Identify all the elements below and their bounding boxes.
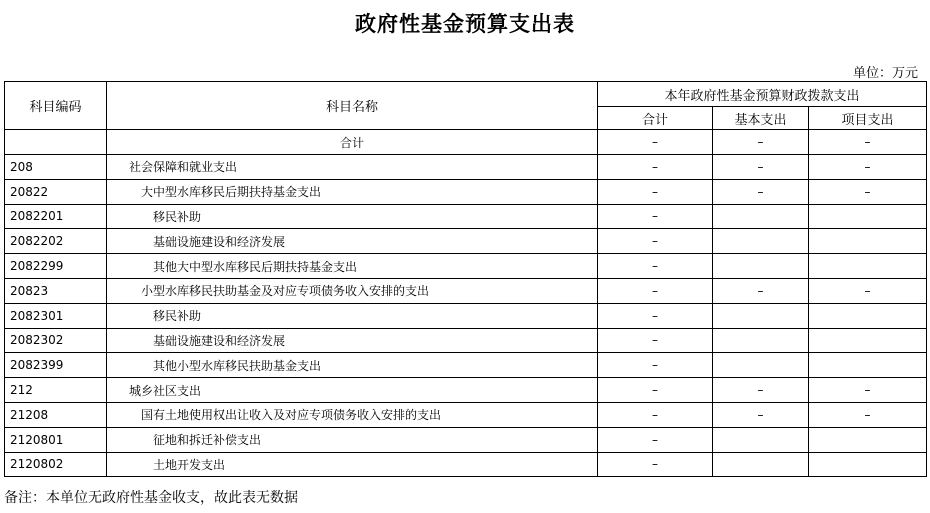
header-name: 科目名称 — [107, 82, 598, 130]
header-group: 本年政府性基金预算财政拨款支出 — [598, 82, 927, 107]
row-code: 212 — [5, 378, 107, 403]
row-code: 2082399 — [5, 353, 107, 378]
row-basic — [713, 229, 809, 254]
table-row — [5, 155, 927, 180]
row-name: 移民补助 — [107, 204, 598, 229]
row-project — [809, 303, 927, 328]
row-basic: – — [713, 278, 809, 303]
row-project: – — [809, 179, 927, 204]
row-basic — [713, 254, 809, 279]
row-basic — [713, 303, 809, 328]
row-project: – — [809, 155, 927, 180]
row-basic — [713, 452, 809, 477]
table-row — [5, 254, 927, 279]
row-total: – — [598, 229, 713, 254]
row-code: 2082299 — [5, 254, 107, 279]
row-total: – — [598, 353, 713, 378]
row-project: – — [809, 278, 927, 303]
row-name: 征地和拆迁补偿支出 — [107, 427, 598, 452]
row-name: 其他大中型水库移民后期扶持基金支出 — [107, 254, 598, 279]
row-name: 移民补助 — [107, 303, 598, 328]
row-basic: – — [713, 378, 809, 403]
row-name: 社会保障和就业支出 — [107, 155, 598, 180]
row-project: – — [809, 402, 927, 427]
summary-row — [5, 130, 927, 155]
table-row — [5, 402, 927, 427]
table-row — [5, 427, 927, 452]
row-code: 2120801 — [5, 427, 107, 452]
row-code: 2082302 — [5, 328, 107, 353]
row-basic — [713, 204, 809, 229]
row-code: 2082301 — [5, 303, 107, 328]
row-total: – — [598, 303, 713, 328]
row-code: 208 — [5, 155, 107, 180]
row-total: – — [598, 427, 713, 452]
row-name: 土地开发支出 — [107, 452, 598, 477]
table-row — [5, 303, 927, 328]
row-basic: – — [713, 179, 809, 204]
table-row — [5, 353, 927, 378]
row-basic: – — [713, 402, 809, 427]
row-project — [809, 204, 927, 229]
header-code: 科目编码 — [5, 82, 107, 130]
row-code: 20822 — [5, 179, 107, 204]
summary-code-cell — [5, 130, 107, 155]
row-project — [809, 229, 927, 254]
row-project — [809, 452, 927, 477]
row-project — [809, 254, 927, 279]
summary-basic: – — [713, 130, 809, 155]
row-code: 2082201 — [5, 204, 107, 229]
row-name: 国有土地使用权出让收入及对应专项债务收入安排的支出 — [107, 402, 598, 427]
table-row — [5, 278, 927, 303]
table-row — [5, 328, 927, 353]
summary-label: 合计 — [107, 130, 598, 155]
row-total: – — [598, 328, 713, 353]
table-row — [5, 179, 927, 204]
row-code: 2120802 — [5, 452, 107, 477]
row-total: – — [598, 179, 713, 204]
page-title: 政府性基金预算支出表 — [355, 12, 575, 36]
row-code: 21208 — [5, 402, 107, 427]
header-project: 项目支出 — [809, 107, 927, 130]
row-name: 其他小型水库移民扶助基金支出 — [107, 353, 598, 378]
row-total: – — [598, 155, 713, 180]
row-total: – — [598, 452, 713, 477]
row-total: – — [598, 254, 713, 279]
row-name: 基础设施建设和经济发展 — [107, 229, 598, 254]
row-basic: – — [713, 155, 809, 180]
row-basic — [713, 353, 809, 378]
summary-total: – — [598, 130, 713, 155]
footnote: 备注：本单位无政府性基金收支，故此表无数据 — [4, 490, 298, 506]
row-project — [809, 427, 927, 452]
row-name: 基础设施建设和经济发展 — [107, 328, 598, 353]
summary-project: – — [809, 130, 927, 155]
row-name: 城乡社区支出 — [107, 378, 598, 403]
table-row — [5, 452, 927, 477]
header-total: 合计 — [598, 107, 713, 130]
row-basic — [713, 328, 809, 353]
row-project: – — [809, 378, 927, 403]
row-total: – — [598, 378, 713, 403]
row-project — [809, 353, 927, 378]
table-row — [5, 204, 927, 229]
table-row — [5, 378, 927, 403]
row-code: 20823 — [5, 278, 107, 303]
unit-label: 单位：万元 — [852, 66, 918, 81]
row-name: 小型水库移民扶助基金及对应专项债务收入安排的支出 — [107, 278, 598, 303]
row-name: 大中型水库移民后期扶持基金支出 — [107, 179, 598, 204]
table-row — [5, 229, 927, 254]
budget-table — [4, 81, 927, 477]
row-basic — [713, 427, 809, 452]
row-total: – — [598, 278, 713, 303]
row-total: – — [598, 402, 713, 427]
header-basic: 基本支出 — [713, 107, 809, 130]
row-code: 2082202 — [5, 229, 107, 254]
row-project — [809, 328, 927, 353]
row-total: – — [598, 204, 713, 229]
